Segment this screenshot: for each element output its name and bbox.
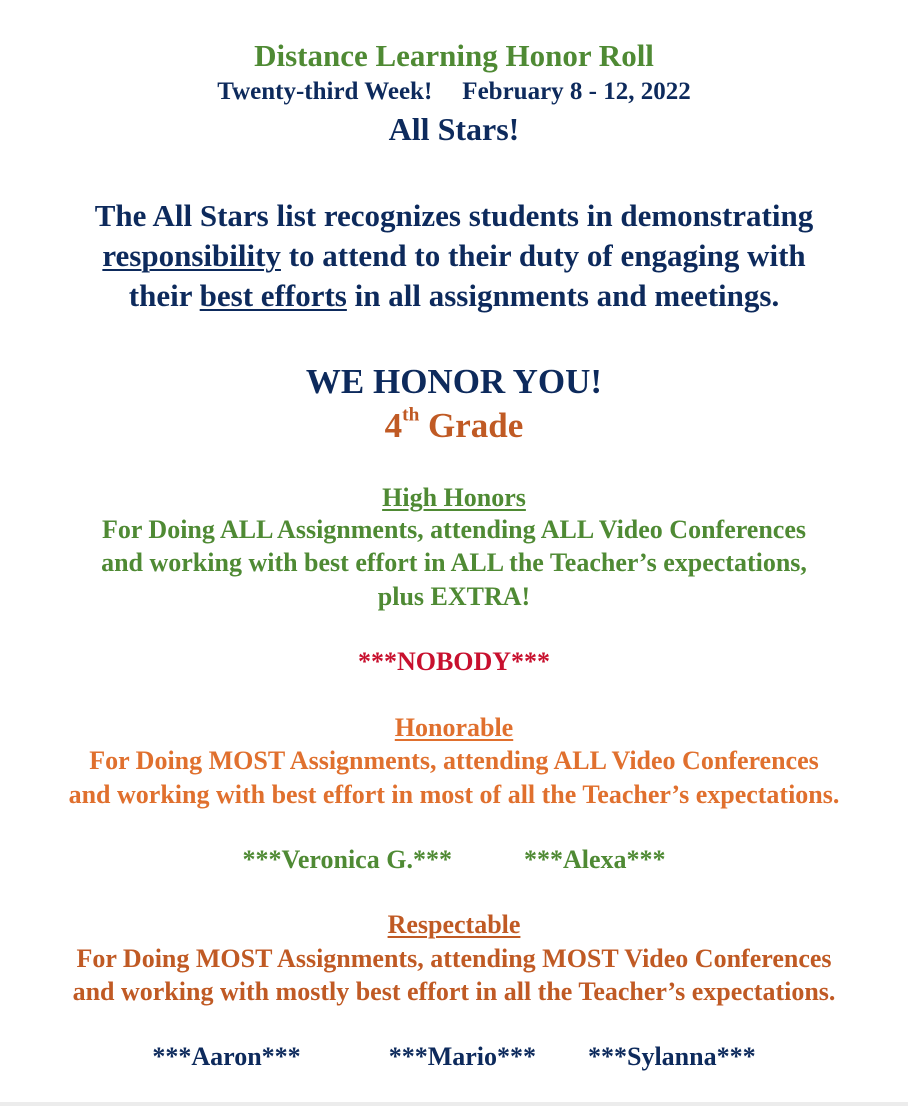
date-range: February 8 - 12, 2022: [462, 78, 691, 105]
page-title: Distance Learning Honor Roll: [254, 38, 654, 73]
respectable-desc-1: For Doing MOST Assignments, attending MOST Video Conferences: [76, 944, 832, 973]
grade-number: 4: [384, 406, 403, 445]
high-honors-desc-2: and working with best effort in ALL the Teacher’s expectations,: [101, 548, 807, 577]
student-name: ***Veronica G.***: [242, 845, 452, 874]
high-honors-names: [0, 647, 908, 677]
high-honors-desc-3: plus EXTRA!: [377, 582, 531, 611]
student-name: ***Alexa***: [523, 845, 666, 874]
honorable-desc-2: and working with best effort in most of all the Teacher’s expectations.: [68, 780, 840, 809]
respectable-desc-2: and working with mostly best effort in all the Teacher’s expectations.: [72, 977, 836, 1006]
intro-line-1: The All Stars list recognizes students in demonstrating: [94, 198, 814, 233]
best-efforts-text: best efforts: [199, 278, 347, 313]
week-label: Twenty-third Week!: [217, 78, 433, 105]
week-line: [0, 78, 908, 106]
intro-line-2: [0, 238, 908, 274]
grade-heading: [0, 406, 908, 446]
student-name: ***NOBODY***: [357, 647, 551, 676]
student-name: ***Aaron***: [152, 1042, 301, 1071]
intro-line-3-start: their: [128, 278, 200, 313]
page-bottom-border: [0, 1102, 908, 1106]
responsibility-text: responsibility: [102, 238, 281, 273]
honor-heading: WE HONOR YOU!: [305, 362, 603, 401]
high-honors-desc-1: For Doing ALL Assignments, attending ALL Video Conferences: [101, 515, 807, 544]
student-name: ***Sylanna***: [588, 1042, 756, 1071]
intro-line-3-rest: in all assignments and meetings.: [346, 278, 780, 313]
honorable-title: Honorable: [394, 713, 514, 742]
honorable-names: [0, 845, 908, 875]
respectable-names: [0, 1042, 908, 1072]
grade-suffix: th: [402, 404, 420, 426]
honorable-desc-1: For Doing MOST Assignments, attending ALL Video Conferences: [89, 746, 819, 775]
subtitle: All Stars!: [388, 111, 520, 147]
intro-line-2-rest: to attend to their duty of engaging with: [280, 238, 806, 273]
high-honors-title: High Honors: [382, 483, 526, 512]
intro-line-3: [0, 278, 908, 314]
grade-word: Grade: [419, 406, 524, 445]
student-name: ***Mario***: [388, 1042, 536, 1071]
respectable-title: Respectable: [387, 910, 521, 939]
